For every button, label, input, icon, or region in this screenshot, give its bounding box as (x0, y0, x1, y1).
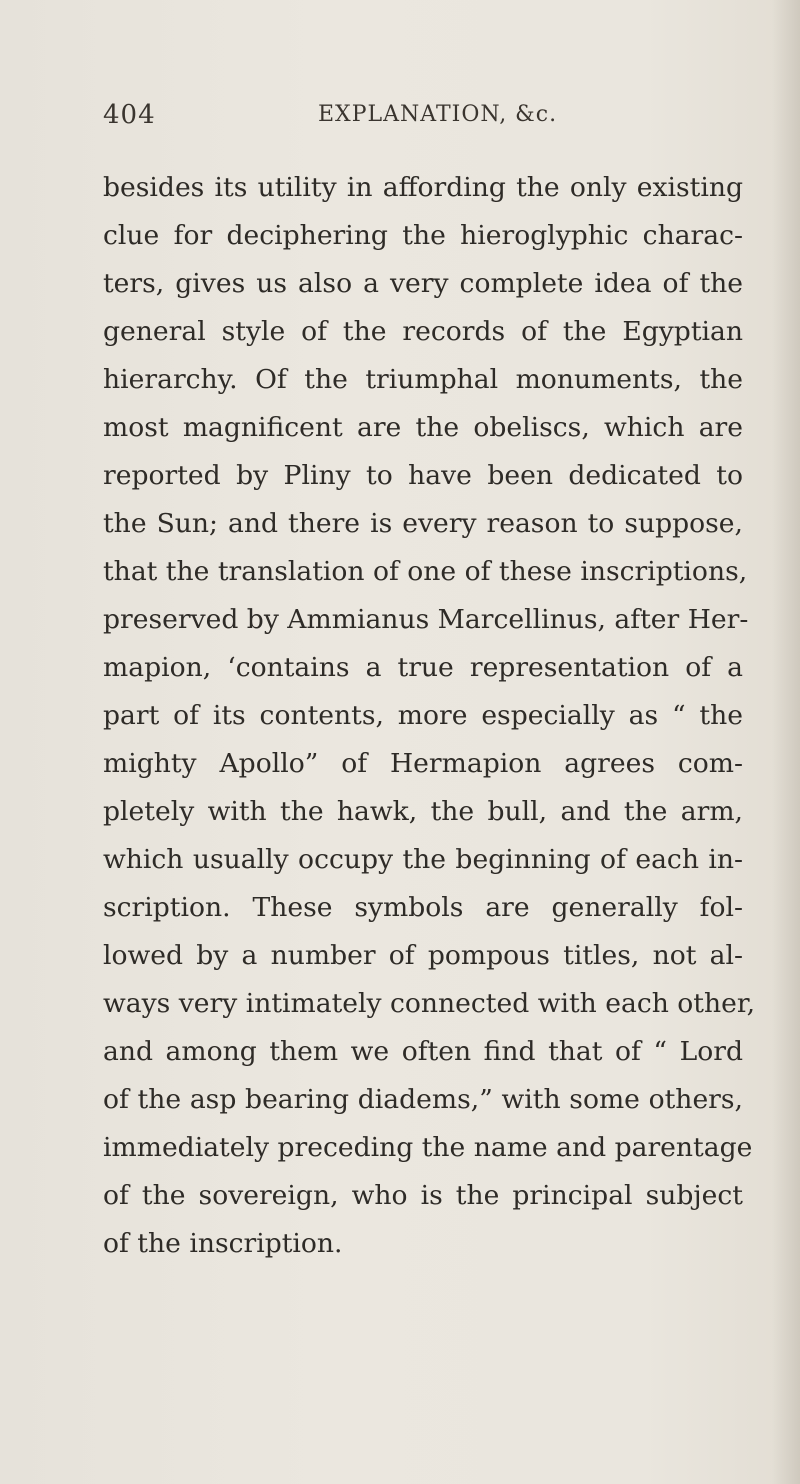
text-line: reported by Pliny to have been dedicated to (103, 460, 743, 491)
text-line: of the asp bearing diadems,” with some others, (103, 1084, 743, 1115)
text-line: that the translation of one of these inscriptions, (103, 556, 748, 587)
text-line: of the sovereign, who is the principal subject (103, 1180, 743, 1211)
text-line: lowed by a number of pompous titles, not al- (103, 940, 743, 971)
text-line: and among them we often find that of “ Lord (103, 1036, 743, 1067)
page-header (103, 100, 763, 140)
text-line: general style of the records of the Egyptian (103, 316, 743, 347)
text-line: preserved by Ammianus Marcellinus, after Her- (103, 604, 749, 635)
text-line: the Sun; and there is every reason to suppose, (103, 508, 743, 539)
text-line: immediately preceding the name and parentage (103, 1132, 753, 1163)
page-edge-shadow (772, 0, 800, 1484)
running-title: EXPLANATION, &c. (318, 102, 558, 127)
text-line: clue for deciphering the hieroglyphic charac- (103, 220, 743, 251)
text-line: which usually occupy the beginning of each in- (103, 844, 743, 875)
text-line: ters, gives us also a very complete idea of the (103, 268, 743, 299)
text-line: mighty Apollo” of Hermapion agrees com- (103, 748, 743, 779)
text-line: part of its contents, more especially as “ the (103, 700, 743, 731)
text-line: mapion, ‘contains a true representation of a (103, 652, 743, 683)
text-line: ways very intimately connected with each other, (103, 988, 756, 1019)
text-line: besides its utility in affording the only existing (103, 172, 743, 203)
body-text (103, 164, 756, 1268)
text-line: pletely with the hawk, the bull, and the arm, (103, 796, 743, 827)
text-line: most magnificent are the obeliscs, which are (103, 412, 743, 443)
text-line: of the inscription. (103, 1228, 343, 1259)
text-line: scription. These symbols are generally fol- (103, 892, 743, 923)
page-number: 404 (103, 100, 156, 130)
text-line: hierarchy. Of the triumphal monuments, the (103, 364, 743, 395)
